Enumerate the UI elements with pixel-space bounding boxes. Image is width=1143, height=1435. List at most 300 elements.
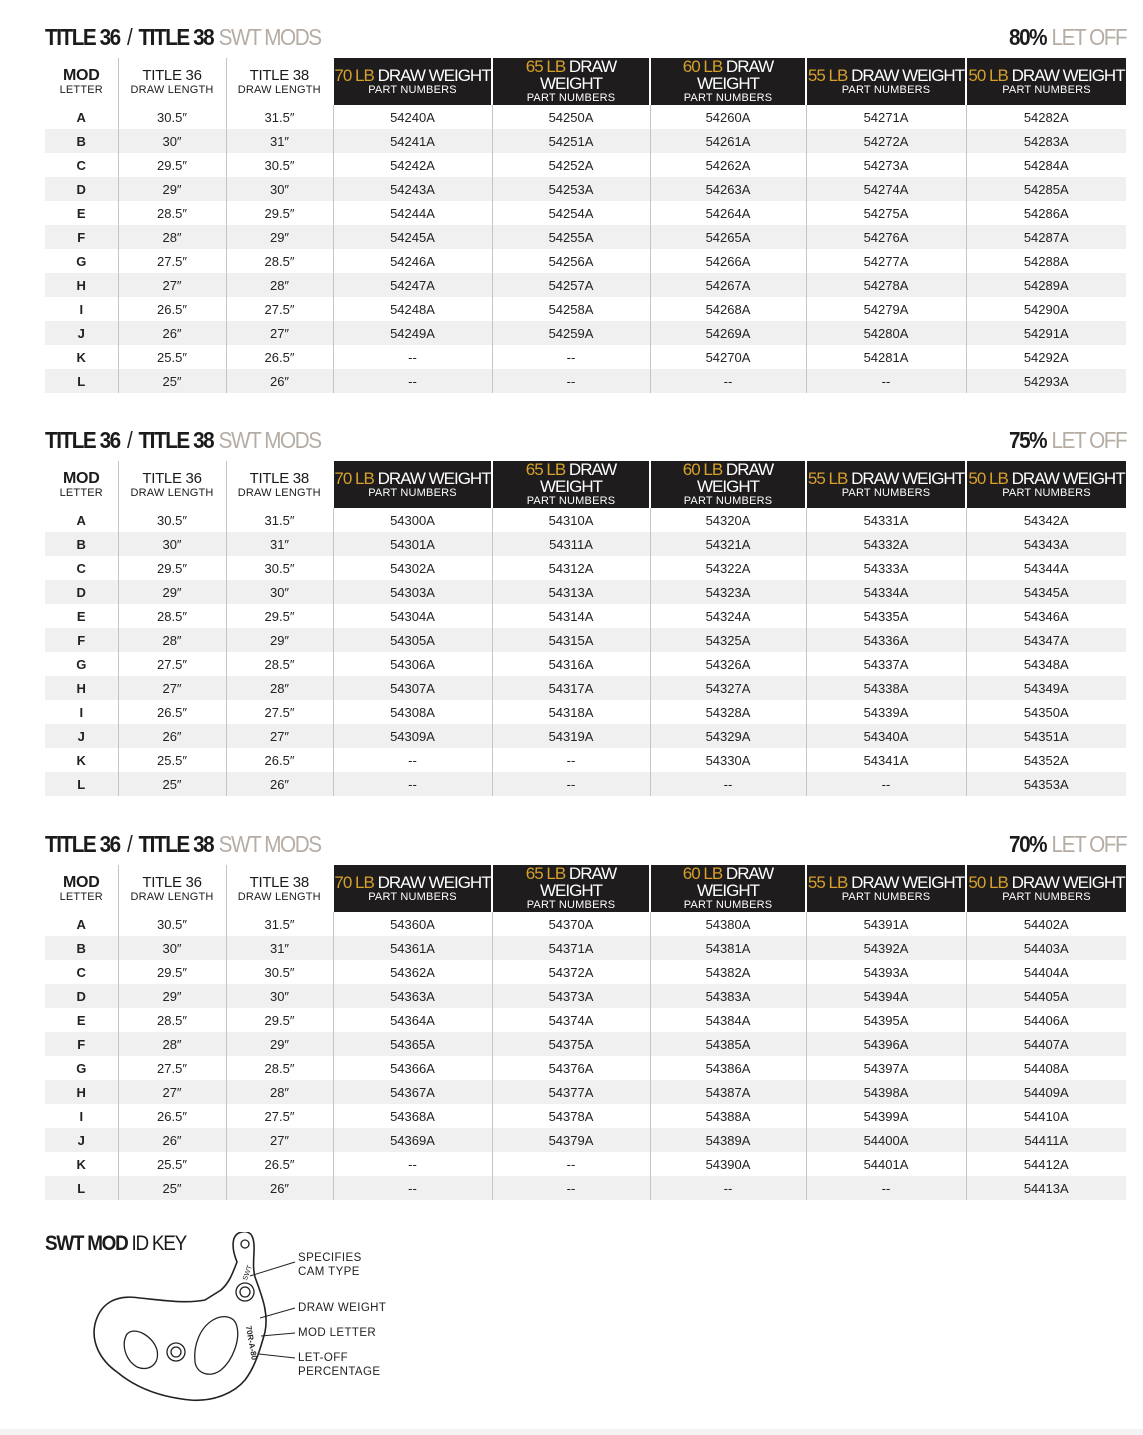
table-cell: 54376A bbox=[492, 1056, 650, 1080]
table-cell: B bbox=[45, 532, 118, 556]
header-weight-title bbox=[807, 874, 965, 891]
table-cell: K bbox=[45, 345, 118, 369]
header-weight-4 bbox=[966, 58, 1126, 105]
table-cell: C bbox=[45, 960, 118, 984]
leader-mod-letter bbox=[261, 1333, 295, 1336]
swt-hole-outer bbox=[236, 1283, 254, 1301]
header-weight-0 bbox=[333, 461, 492, 508]
table-cell: 54266A bbox=[650, 249, 806, 273]
table-cell: 54384A bbox=[650, 1008, 806, 1032]
table-cell: 31″ bbox=[226, 532, 333, 556]
section-title bbox=[45, 829, 321, 859]
header-weight-title bbox=[334, 470, 491, 487]
weight-sub: PART NUMBERS bbox=[841, 486, 931, 499]
table-cell: 54263A bbox=[650, 177, 806, 201]
weight-sub: PART NUMBERS bbox=[526, 495, 616, 507]
table-cell: -- bbox=[333, 1152, 492, 1176]
header-mod: MOD bbox=[63, 469, 100, 487]
table-row bbox=[45, 249, 1126, 273]
table-row bbox=[45, 273, 1126, 297]
table-row bbox=[45, 369, 1126, 393]
table-cell: 54268A bbox=[650, 297, 806, 321]
table-cell: 29″ bbox=[226, 628, 333, 652]
table-cell: 31.5″ bbox=[226, 912, 333, 936]
table-cell: 54374A bbox=[492, 1008, 650, 1032]
table-cell: 54254A bbox=[492, 201, 650, 225]
table-cell: F bbox=[45, 628, 118, 652]
table-row bbox=[45, 652, 1126, 676]
table-row bbox=[45, 321, 1126, 345]
table-cell: L bbox=[45, 1176, 118, 1200]
right-cutout bbox=[195, 1317, 238, 1374]
table-cell: -- bbox=[650, 772, 806, 796]
label-cam-type-line2: CAM TYPE bbox=[298, 1266, 360, 1278]
header-weight-4 bbox=[966, 461, 1126, 508]
table-cell: 29.5″ bbox=[118, 556, 226, 580]
table-cell: 54388A bbox=[650, 1104, 806, 1128]
table-cell: 54327A bbox=[650, 676, 806, 700]
table-cell: 54333A bbox=[806, 556, 966, 580]
key-title-bold: SWT MOD bbox=[45, 1232, 128, 1255]
weight-suffix: DRAW WEIGHT bbox=[851, 65, 965, 85]
table-cell: 54343A bbox=[966, 532, 1126, 556]
table-row bbox=[45, 508, 1126, 532]
table-cell: D bbox=[45, 177, 118, 201]
table-cell: 30″ bbox=[226, 580, 333, 604]
header-weight-1 bbox=[492, 461, 650, 508]
swt-mod-id-key bbox=[45, 1232, 445, 1412]
table-cell: 54329A bbox=[650, 724, 806, 748]
weight-suffix: DRAW WEIGHT bbox=[540, 57, 617, 93]
table-cell: H bbox=[45, 1080, 118, 1104]
label-mod-letter: MOD LETTER bbox=[298, 1327, 377, 1339]
table-cell: L bbox=[45, 772, 118, 796]
table-cell: 54322A bbox=[650, 556, 806, 580]
table-cell: 25″ bbox=[118, 1176, 226, 1200]
table-cell: 54397A bbox=[806, 1056, 966, 1080]
table-cell: 31.5″ bbox=[226, 105, 333, 129]
header-t36: TITLE 36 bbox=[142, 873, 202, 891]
table-cell: 54309A bbox=[333, 724, 492, 748]
table-cell: 25.5″ bbox=[118, 1152, 226, 1176]
table-cell: 54308A bbox=[333, 700, 492, 724]
center-hole-outer bbox=[167, 1343, 185, 1361]
weight-sub: PART NUMBERS bbox=[683, 899, 773, 911]
table-cell: 28.5″ bbox=[226, 1056, 333, 1080]
title-38: TITLE 38 bbox=[138, 24, 214, 50]
table-cell: 31.5″ bbox=[226, 508, 333, 532]
table-row bbox=[45, 580, 1126, 604]
table-cell: 54386A bbox=[650, 1056, 806, 1080]
cam-stamp-code: 70R-A-80 bbox=[243, 1325, 259, 1361]
title-swt-mods: SWT MODS bbox=[218, 24, 321, 50]
table-cell: 26.5″ bbox=[226, 1152, 333, 1176]
header-weight-0 bbox=[333, 58, 492, 105]
table-cell: 27.5″ bbox=[118, 652, 226, 676]
table-cell: 54325A bbox=[650, 628, 806, 652]
weight-suffix: DRAW WEIGHT bbox=[540, 864, 617, 900]
table-cell: 27.5″ bbox=[226, 297, 333, 321]
weight-value: 55 LB bbox=[807, 872, 848, 892]
table-row bbox=[45, 1176, 1126, 1200]
key-title-thin: ID KEY bbox=[131, 1232, 186, 1255]
table-cell: 26.5″ bbox=[118, 1104, 226, 1128]
leader-cam-type bbox=[250, 1262, 295, 1276]
table-cell: 29″ bbox=[118, 580, 226, 604]
label-draw-weight: DRAW WEIGHT bbox=[298, 1302, 387, 1314]
table-cell: 26.5″ bbox=[118, 700, 226, 724]
table-row bbox=[45, 628, 1126, 652]
table-cell: 54392A bbox=[806, 936, 966, 960]
table-cell: 54408A bbox=[1023, 1060, 1069, 1076]
weight-value: 50 LB bbox=[968, 65, 1008, 85]
weight-suffix: DRAW WEIGHT bbox=[1011, 872, 1125, 892]
header-weight-2 bbox=[650, 461, 806, 508]
table-cell: 54398A bbox=[806, 1080, 966, 1104]
table-cell: 27″ bbox=[226, 1128, 333, 1152]
part-number-table bbox=[45, 58, 1126, 393]
title-38: TITLE 38 bbox=[138, 427, 214, 453]
part-table-80 bbox=[45, 22, 1126, 393]
weight-value: 70 LB bbox=[334, 872, 374, 892]
header-t36-sub: DRAW LENGTH bbox=[130, 486, 214, 499]
table-cell: G bbox=[45, 1056, 118, 1080]
table-cell: 54289A bbox=[966, 273, 1126, 297]
table-cell: 54413A bbox=[966, 1176, 1126, 1200]
table-cell: 54365A bbox=[333, 1032, 492, 1056]
table-cell: 54382A bbox=[650, 960, 806, 984]
table-cell: 54316A bbox=[492, 652, 650, 676]
table-cell: 54249A bbox=[333, 321, 492, 345]
header-title36 bbox=[118, 58, 226, 105]
table-row bbox=[45, 177, 1126, 201]
weight-sub: PART NUMBERS bbox=[526, 899, 616, 911]
section-title bbox=[45, 425, 321, 455]
table-cell: 54279A bbox=[806, 297, 966, 321]
table-cell: -- bbox=[650, 1176, 806, 1200]
table-cell: 26″ bbox=[118, 321, 226, 345]
header-weight-2 bbox=[650, 865, 806, 912]
letoff-percent: 70% bbox=[1008, 831, 1046, 857]
table-cell: 54250A bbox=[492, 105, 650, 129]
table-cell: 54290A bbox=[1023, 301, 1069, 317]
table-cell: E bbox=[45, 201, 118, 225]
table-cell: 54319A bbox=[492, 724, 650, 748]
table-cell: 54393A bbox=[806, 960, 966, 984]
table-cell: 30.5″ bbox=[118, 912, 226, 936]
table-cell: F bbox=[45, 1032, 118, 1056]
table-cell: 54264A bbox=[650, 201, 806, 225]
table-cell: 54396A bbox=[806, 1032, 966, 1056]
table-cell: 54270A bbox=[650, 345, 806, 369]
table-cell: 29.5″ bbox=[118, 153, 226, 177]
table-cell: 29.5″ bbox=[226, 1008, 333, 1032]
table-cell: 27″ bbox=[226, 724, 333, 748]
title-slash: / bbox=[126, 427, 132, 453]
table-row bbox=[45, 1008, 1126, 1032]
weight-sub: PART NUMBERS bbox=[368, 83, 457, 96]
letoff-text: LET OFF bbox=[1051, 831, 1126, 857]
table-cell: 54292A bbox=[1023, 349, 1069, 365]
table-cell: -- bbox=[650, 369, 806, 393]
table-cell: 26″ bbox=[226, 772, 333, 796]
header-weight-3 bbox=[806, 865, 966, 912]
header-t36-sub: DRAW LENGTH bbox=[130, 890, 214, 903]
table-cell: 54407A bbox=[966, 1032, 1126, 1056]
part-table-70 bbox=[45, 829, 1126, 1200]
table-cell: 54255A bbox=[492, 225, 650, 249]
table-cell: 54273A bbox=[806, 153, 966, 177]
table-cell: 54282A bbox=[1023, 109, 1069, 125]
table-cell: 54367A bbox=[333, 1080, 492, 1104]
table-cell: 25″ bbox=[118, 772, 226, 796]
table-cell: 54278A bbox=[806, 273, 966, 297]
table-cell: L bbox=[45, 369, 118, 393]
label-cam-type bbox=[298, 1251, 362, 1279]
header-mod-sub: LETTER bbox=[59, 890, 103, 903]
table-cell: 54410A bbox=[1023, 1108, 1069, 1124]
header-t36: TITLE 36 bbox=[142, 469, 202, 487]
table-row bbox=[45, 724, 1126, 748]
weight-sub: PART NUMBERS bbox=[841, 890, 931, 903]
table-cell: 28.5″ bbox=[226, 249, 333, 273]
table-cell: 54399A bbox=[806, 1104, 966, 1128]
table-cell: 54285A bbox=[966, 177, 1126, 201]
leader-letoff bbox=[259, 1354, 295, 1358]
cam-outline bbox=[94, 1232, 266, 1400]
table-cell: 54363A bbox=[333, 984, 492, 1008]
table-cell: 54334A bbox=[806, 580, 966, 604]
table-cell: 54243A bbox=[333, 177, 492, 201]
table-cell: 54284A bbox=[1023, 157, 1069, 173]
table-cell: -- bbox=[492, 1176, 650, 1200]
table-cell: 54395A bbox=[806, 1008, 966, 1032]
letoff-percent: 75% bbox=[1008, 427, 1046, 453]
table-cell: 54383A bbox=[650, 984, 806, 1008]
cam-module-diagram bbox=[45, 1232, 445, 1412]
table-cell: -- bbox=[806, 369, 966, 393]
table-cell: 54293A bbox=[966, 369, 1126, 393]
section-title bbox=[45, 22, 321, 52]
table-row bbox=[45, 604, 1126, 628]
table-cell: 54378A bbox=[492, 1104, 650, 1128]
header-title36 bbox=[118, 461, 226, 508]
weight-sub: PART NUMBERS bbox=[1002, 83, 1091, 96]
table-cell: 54364A bbox=[333, 1008, 492, 1032]
table-cell: I bbox=[45, 297, 118, 321]
header-t38-sub: DRAW LENGTH bbox=[237, 83, 321, 96]
table-cell: 54302A bbox=[333, 556, 492, 580]
header-mod: MOD bbox=[63, 66, 100, 84]
cam-stamp-swt: SWT bbox=[242, 1264, 254, 1282]
header-title38 bbox=[226, 461, 333, 508]
table-cell: 54353A bbox=[966, 772, 1126, 796]
header-weight-0 bbox=[333, 865, 492, 912]
table-cell: H bbox=[45, 273, 118, 297]
table-cell: E bbox=[45, 1008, 118, 1032]
table-cell: 54368A bbox=[333, 1104, 492, 1128]
header-mod-letter bbox=[45, 58, 118, 105]
table-cell: 54281A bbox=[806, 345, 966, 369]
label-cam-type-line1: SPECIFIES bbox=[298, 1252, 362, 1264]
weight-value: 60 LB bbox=[682, 864, 723, 883]
table-cell: 54337A bbox=[806, 652, 966, 676]
header-mod-sub: LETTER bbox=[59, 83, 103, 96]
label-letoff-line2: PERCENTAGE bbox=[298, 1366, 381, 1378]
table-cell: 54251A bbox=[492, 129, 650, 153]
weight-suffix: DRAW WEIGHT bbox=[1011, 468, 1125, 488]
table-row bbox=[45, 201, 1126, 225]
table-cell: 54246A bbox=[333, 249, 492, 273]
table-row bbox=[45, 772, 1126, 796]
table-cell: 29″ bbox=[226, 1032, 333, 1056]
table-cell: 54360A bbox=[333, 912, 492, 936]
section-header bbox=[45, 829, 1126, 865]
weight-suffix: DRAW WEIGHT bbox=[697, 57, 774, 93]
table-cell: -- bbox=[492, 369, 650, 393]
table-cell: 54276A bbox=[806, 225, 966, 249]
table-cell: D bbox=[45, 580, 118, 604]
table-cell: K bbox=[45, 748, 118, 772]
table-cell: 54312A bbox=[492, 556, 650, 580]
table-cell: C bbox=[45, 153, 118, 177]
table-cell: 30.5″ bbox=[226, 153, 333, 177]
table-cell: 54269A bbox=[650, 321, 806, 345]
table-cell: 54362A bbox=[333, 960, 492, 984]
weight-sub: PART NUMBERS bbox=[1002, 890, 1091, 903]
table-row bbox=[45, 1032, 1126, 1056]
table-cell: 54300A bbox=[333, 508, 492, 532]
table-cell: 27.5″ bbox=[226, 700, 333, 724]
table-cell: 54379A bbox=[492, 1128, 650, 1152]
weight-suffix: DRAW WEIGHT bbox=[1011, 65, 1125, 85]
weight-sub: PART NUMBERS bbox=[683, 92, 773, 104]
table-row bbox=[45, 105, 1126, 129]
title-36: TITLE 36 bbox=[45, 427, 120, 453]
table-cell: 54346A bbox=[1023, 608, 1069, 624]
header-title38 bbox=[226, 58, 333, 105]
table-cell: 26.5″ bbox=[226, 748, 333, 772]
table-cell: 54286A bbox=[1023, 205, 1069, 221]
table-row bbox=[45, 297, 1126, 321]
table-cell: 54259A bbox=[492, 321, 650, 345]
table-cell: 54314A bbox=[492, 604, 650, 628]
table-cell: A bbox=[45, 912, 118, 936]
table-cell: 54406A bbox=[1023, 1012, 1069, 1028]
weight-value: 50 LB bbox=[968, 872, 1008, 892]
table-cell: 54272A bbox=[806, 129, 966, 153]
weight-suffix: DRAW WEIGHT bbox=[697, 864, 774, 900]
table-cell: 54324A bbox=[650, 604, 806, 628]
label-letoff-line1: LET-OFF bbox=[298, 1352, 349, 1364]
table-cell: -- bbox=[333, 345, 492, 369]
table-cell: 54301A bbox=[333, 532, 492, 556]
table-cell: 54372A bbox=[492, 960, 650, 984]
table-cell: -- bbox=[492, 748, 650, 772]
letoff-text: LET OFF bbox=[1051, 24, 1126, 50]
table-cell: 54403A bbox=[966, 936, 1126, 960]
table-cell: -- bbox=[806, 1176, 966, 1200]
table-cell: -- bbox=[333, 1176, 492, 1200]
table-cell: 54283A bbox=[966, 129, 1126, 153]
table-cell: 54244A bbox=[333, 201, 492, 225]
table-cell: 54361A bbox=[333, 936, 492, 960]
letoff-label bbox=[1009, 22, 1126, 52]
section-header bbox=[45, 425, 1126, 461]
table-cell: 54339A bbox=[806, 700, 966, 724]
weight-suffix: DRAW WEIGHT bbox=[851, 468, 965, 488]
weight-sub: PART NUMBERS bbox=[526, 92, 616, 104]
table-cell: 54274A bbox=[806, 177, 966, 201]
table-cell: 54375A bbox=[492, 1032, 650, 1056]
table-cell: 25″ bbox=[118, 369, 226, 393]
header-weight-title bbox=[807, 67, 965, 84]
table-row bbox=[45, 1128, 1126, 1152]
table-cell: D bbox=[45, 984, 118, 1008]
header-weight-title bbox=[651, 58, 805, 92]
table-cell: 54338A bbox=[806, 676, 966, 700]
weight-value: 70 LB bbox=[334, 65, 374, 85]
table-cell: 54330A bbox=[650, 748, 806, 772]
table-cell: 28.5″ bbox=[226, 652, 333, 676]
table-cell: 54261A bbox=[650, 129, 806, 153]
table-cell: 54265A bbox=[650, 225, 806, 249]
header-weight-title bbox=[967, 470, 1126, 487]
table-cell: 54345A bbox=[966, 580, 1126, 604]
table-cell: 54411A bbox=[966, 1128, 1126, 1152]
table-cell: A bbox=[45, 508, 118, 532]
table-cell: 54344A bbox=[1023, 560, 1069, 576]
table-cell: G bbox=[45, 652, 118, 676]
table-cell: 54242A bbox=[333, 153, 492, 177]
table-cell: 54258A bbox=[492, 297, 650, 321]
table-cell: 54248A bbox=[333, 297, 492, 321]
table-cell: 26.5″ bbox=[118, 297, 226, 321]
weight-sub: PART NUMBERS bbox=[841, 83, 931, 96]
table-cell: 54332A bbox=[806, 532, 966, 556]
header-title36 bbox=[118, 865, 226, 912]
table-cell: 54326A bbox=[650, 652, 806, 676]
table-cell: 54373A bbox=[492, 984, 650, 1008]
header-title38 bbox=[226, 865, 333, 912]
weight-value: 55 LB bbox=[807, 468, 848, 488]
table-cell: 29.5″ bbox=[118, 960, 226, 984]
weight-suffix: DRAW WEIGHT bbox=[851, 872, 965, 892]
header-weight-title bbox=[334, 67, 491, 84]
table-cell: 29.5″ bbox=[226, 604, 333, 628]
letoff-percent: 80% bbox=[1008, 24, 1046, 50]
table-cell: F bbox=[45, 225, 118, 249]
table-cell: 25.5″ bbox=[118, 345, 226, 369]
center-hole-inner bbox=[171, 1347, 181, 1357]
table-cell: I bbox=[45, 700, 118, 724]
table-cell: 54313A bbox=[492, 580, 650, 604]
table-cell: 54306A bbox=[333, 652, 492, 676]
table-row bbox=[45, 1080, 1126, 1104]
table-cell: 54307A bbox=[333, 676, 492, 700]
table-cell: 54380A bbox=[650, 912, 806, 936]
table-cell: 54260A bbox=[650, 105, 806, 129]
table-cell: J bbox=[45, 321, 118, 345]
weight-value: 50 LB bbox=[968, 468, 1008, 488]
table-cell: 27″ bbox=[118, 273, 226, 297]
table-cell: 30.5″ bbox=[118, 105, 226, 129]
table-cell: 54315A bbox=[492, 628, 650, 652]
table-cell: 27″ bbox=[118, 676, 226, 700]
header-weight-title bbox=[493, 461, 649, 495]
table-cell: 54405A bbox=[966, 984, 1126, 1008]
weight-value: 55 LB bbox=[807, 65, 848, 85]
